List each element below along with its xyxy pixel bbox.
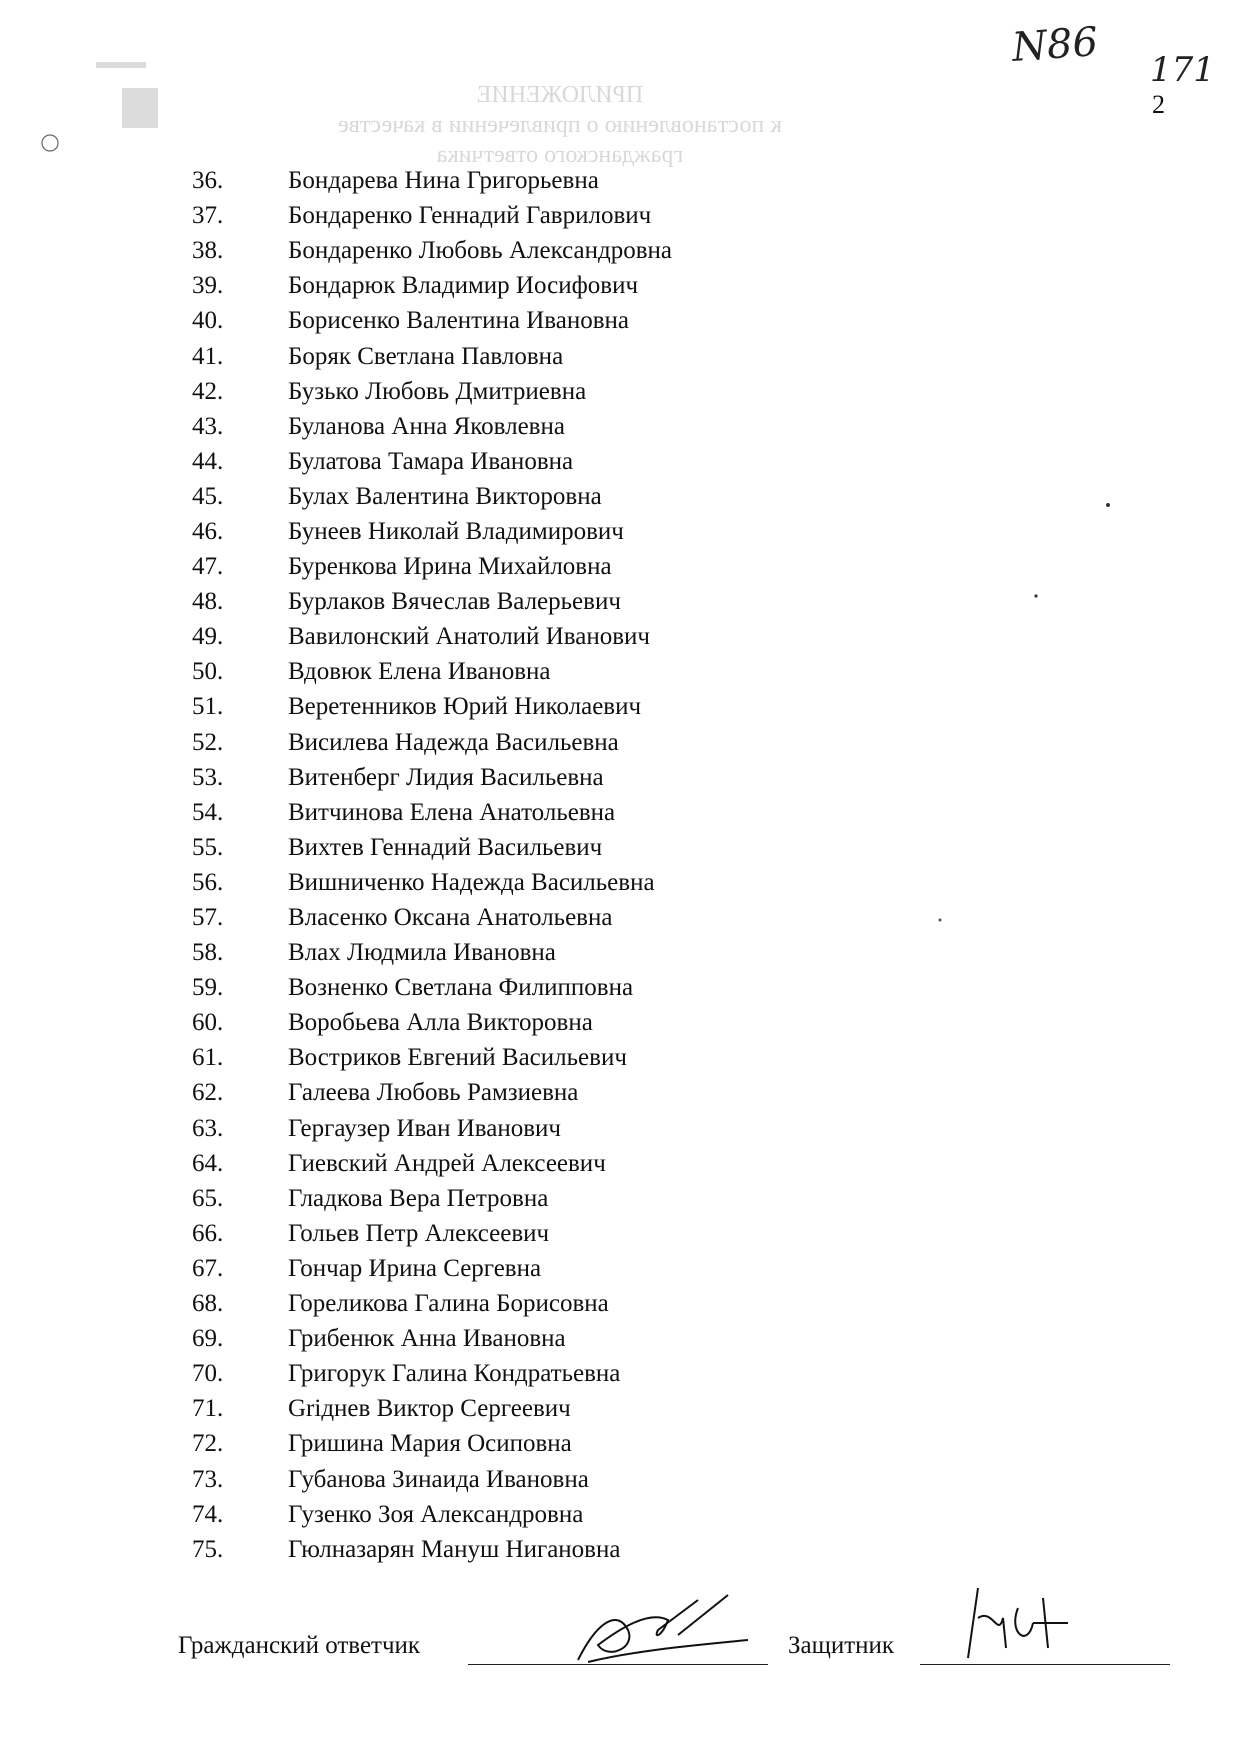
list-item-name: Витенберг Лидия Васильевна xyxy=(288,763,604,791)
list-item xyxy=(192,1356,672,1391)
list-item-name: Гладкова Вера Петровна xyxy=(288,1184,549,1212)
list-item xyxy=(192,1251,672,1286)
list-item-number: 74. xyxy=(192,1500,224,1528)
list-item-number: 59. xyxy=(192,974,224,1002)
list-item-name: Буланова Анна Яковлевна xyxy=(288,412,565,440)
list-item-name: Григорук Галина Кондратьевна xyxy=(288,1360,621,1388)
list-item-number: 60. xyxy=(192,1009,224,1037)
list-item-number: 40. xyxy=(192,307,224,335)
list-item-number: 58. xyxy=(192,939,224,967)
list-item-number: 42. xyxy=(192,377,224,405)
list-item-name: Веретенников Юрий Николаевич xyxy=(288,693,642,721)
list-item-name: Воробьева Алла Викторовна xyxy=(288,1009,593,1037)
list-item xyxy=(192,619,672,654)
list-item-name: Буренкова Ирина Михайловна xyxy=(288,553,612,581)
list-item-number: 61. xyxy=(192,1044,224,1072)
list-item-number: 53. xyxy=(192,763,224,791)
list-item-number: 52. xyxy=(192,728,224,756)
list-item xyxy=(192,1005,672,1040)
list-item xyxy=(192,1391,672,1426)
list-item-name: Гришина Мария Осиповна xyxy=(288,1430,572,1458)
list-item xyxy=(192,1426,672,1461)
list-item xyxy=(192,689,672,724)
list-item-name: Гольев Петр Алексеевич xyxy=(288,1219,550,1247)
list-item-name: Вдовюк Елена Ивановна xyxy=(288,658,551,686)
list-item-name: Бузько Любовь Дмитриевна xyxy=(288,377,587,405)
list-item-name: Гиевский Андрей Алексеевич xyxy=(288,1149,606,1177)
list-item xyxy=(192,1461,672,1496)
list-item-name: Востриков Евгений Васильевич xyxy=(288,1044,627,1072)
list-item xyxy=(192,409,672,444)
list-item-number: 47. xyxy=(192,553,224,581)
list-item xyxy=(192,1532,672,1567)
list-item xyxy=(192,1216,672,1251)
list-item-number: 73. xyxy=(192,1465,224,1493)
list-item-number: 44. xyxy=(192,447,224,475)
list-item-number: 56. xyxy=(192,868,224,896)
page-number: 2 xyxy=(1152,90,1165,119)
handwritten-case-number: N86 xyxy=(1010,19,1100,71)
list-item-number: 43. xyxy=(192,412,224,440)
list-item-number: 67. xyxy=(192,1254,224,1282)
handwritten-sheet-number: 171 xyxy=(1150,50,1215,90)
list-item xyxy=(192,760,672,795)
list-item-name: Гончар Ирина Сергевна xyxy=(288,1254,542,1282)
signature-footer xyxy=(178,1620,1178,1670)
list-item-number: 57. xyxy=(192,904,224,932)
list-item-number: 49. xyxy=(192,623,224,651)
list-item xyxy=(192,479,672,514)
list-item xyxy=(192,830,672,865)
list-item xyxy=(192,374,672,409)
list-item xyxy=(192,584,672,619)
list-item-name: Витчинова Елена Анатольевна xyxy=(288,798,616,826)
list-item-name: Вихтев Геннадий Васильевич xyxy=(288,833,603,861)
list-item-number: 62. xyxy=(192,1079,224,1107)
list-item-name: Влах Людмила Ивановна xyxy=(288,939,556,967)
list-item xyxy=(192,549,672,584)
list-item-number: 66. xyxy=(192,1219,224,1247)
list-item-name: Бунеев Николай Владимирович xyxy=(288,517,624,545)
defender-signature xyxy=(948,1578,1088,1668)
list-item-number: 75. xyxy=(192,1535,224,1563)
list-item-number: 69. xyxy=(192,1325,224,1353)
defendant-signature xyxy=(558,1590,758,1670)
list-item xyxy=(192,900,672,935)
list-item-name: Вавилонский Анатолий Иванович xyxy=(288,623,650,651)
list-item-number: 54. xyxy=(192,798,224,826)
list-item-number: 41. xyxy=(192,342,224,370)
list-item xyxy=(192,795,672,830)
list-item xyxy=(192,654,672,689)
list-item xyxy=(192,1497,672,1532)
list-item-number: 68. xyxy=(192,1290,224,1318)
list-item-number: 63. xyxy=(192,1114,224,1142)
list-item-number: 46. xyxy=(192,517,224,545)
list-item-name: Возненко Светлана Филипповна xyxy=(288,974,634,1002)
list-item xyxy=(192,303,672,338)
list-item xyxy=(192,1146,672,1181)
list-item-name: Бондарева Нина Григорьевна xyxy=(288,167,599,195)
list-item-name: Вишниченко Надежда Васильевна xyxy=(288,868,655,896)
list-item-number: 72. xyxy=(192,1430,224,1458)
list-item-name: Висилева Надежда Васильевна xyxy=(288,728,619,756)
list-item xyxy=(192,514,672,549)
list-item-name: Власенко Оксана Анатольевна xyxy=(288,904,613,932)
defender-label: Защитник xyxy=(788,1632,895,1659)
list-item-name: Гореликова Галина Борисовна xyxy=(288,1290,609,1318)
list-item-number: 65. xyxy=(192,1184,224,1212)
list-item xyxy=(192,1181,672,1216)
list-item-number: 36. xyxy=(192,167,224,195)
list-item-name: Бондаренко Геннадий Гаврилович xyxy=(288,202,652,230)
list-item xyxy=(192,1321,672,1356)
list-item xyxy=(192,1075,672,1110)
list-item xyxy=(192,444,672,479)
list-item-name: Гузенко Зоя Александровна xyxy=(288,1500,584,1528)
list-item-name: Гюлназарян Мануш Нигановна xyxy=(288,1535,621,1563)
list-item xyxy=(192,1111,672,1146)
list-item-name: Боряк Светлана Павловна xyxy=(288,342,564,370)
list-item-name: Griднев Виктор Сергеевич xyxy=(288,1395,571,1423)
list-item-name: Галеева Любовь Рамзиевна xyxy=(288,1079,579,1107)
list-item-name: Булах Валентина Викторовна xyxy=(288,482,602,510)
list-item xyxy=(192,268,672,303)
list-item-number: 37. xyxy=(192,202,224,230)
list-item-number: 39. xyxy=(192,272,224,300)
list-item-name: Булатова Тамара Ивановна xyxy=(288,447,574,475)
list-item-number: 45. xyxy=(192,482,224,510)
list-item-number: 38. xyxy=(192,237,224,265)
defendant-label: Гражданский ответчик xyxy=(178,1632,421,1659)
list-item-number: 71. xyxy=(192,1395,224,1423)
list-item-name: Бурлаков Вячеслав Валерьевич xyxy=(288,588,621,616)
list-item-number: 48. xyxy=(192,588,224,616)
list-item-name: Губанова Зинаида Ивановна xyxy=(288,1465,589,1493)
list-item-number: 55. xyxy=(192,833,224,861)
list-item-number: 51. xyxy=(192,693,224,721)
list-item xyxy=(192,1286,672,1321)
list-item xyxy=(192,725,672,760)
list-item xyxy=(192,970,672,1005)
list-item xyxy=(192,198,672,233)
list-item xyxy=(192,163,672,198)
list-item-name: Бондаренко Любовь Александровна xyxy=(288,237,672,265)
list-item xyxy=(192,1040,672,1075)
list-item-name: Бондарюк Владимир Иосифович xyxy=(288,272,639,300)
list-item-number: 64. xyxy=(192,1149,224,1177)
list-item-name: Гергаузер Иван Иванович xyxy=(288,1114,561,1142)
list-item xyxy=(192,865,672,900)
list-item-name: Борисенко Валентина Ивановна xyxy=(288,307,629,335)
list-item xyxy=(192,935,672,970)
list-item xyxy=(192,338,672,373)
list-item-name: Грибенюк Анна Ивановна xyxy=(288,1325,566,1353)
bleed-through-header: ПРИЛОЖЕНИЕ к постановлению о привлечении в качестве гражданского ответчика xyxy=(338,82,782,168)
list-item-number: 70. xyxy=(192,1360,224,1388)
list-item-number: 50. xyxy=(192,658,224,686)
person-list xyxy=(192,163,672,1567)
list-item xyxy=(192,233,672,268)
